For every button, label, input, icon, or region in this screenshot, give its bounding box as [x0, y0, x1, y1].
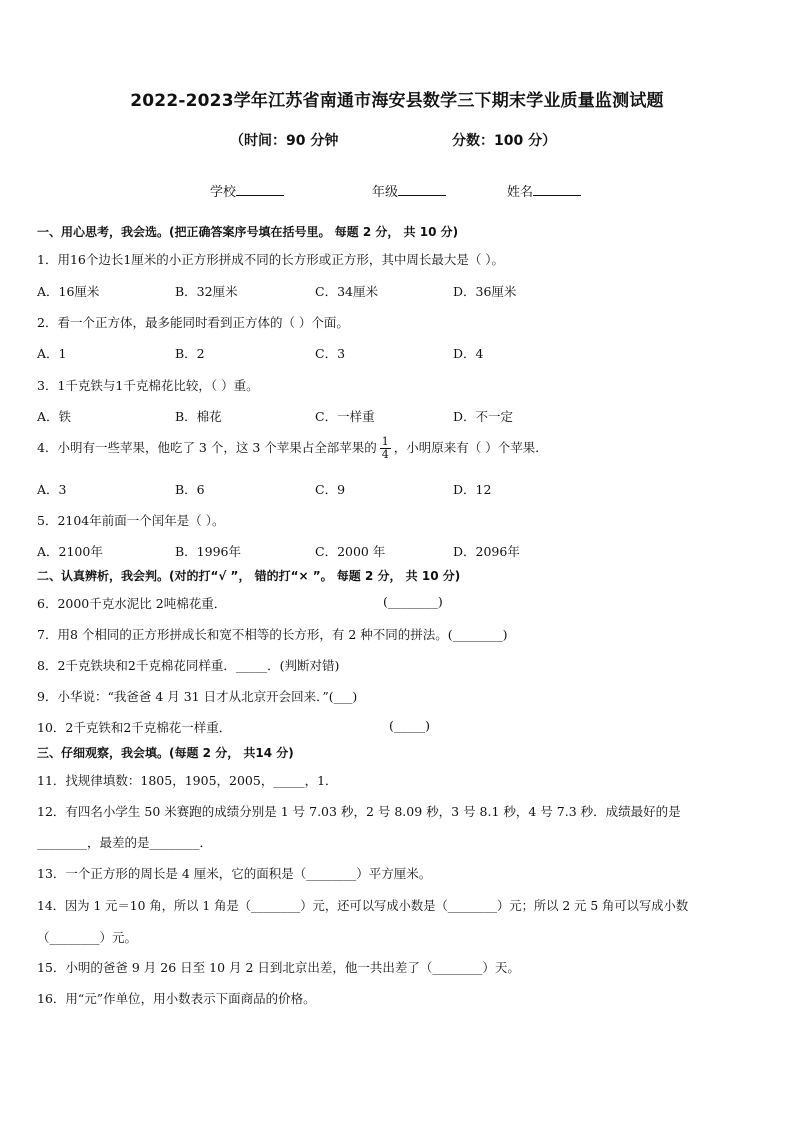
q3-option-c[interactable]: C．一样重 — [315, 409, 375, 424]
q1-option-a[interactable]: A．16厘米 — [37, 284, 100, 299]
question-14-line-2: （________）元。 — [37, 930, 138, 945]
q4-option-b[interactable]: B．6 — [175, 482, 205, 497]
question-4-text-b: ，小明原来有（ ）个苹果． — [393, 440, 548, 455]
question-10: 10．2千克铁和2千克棉花一样重． — [37, 720, 232, 735]
q10-answer-blank[interactable]: (_____) — [389, 718, 431, 733]
question-11: 11．找规律填数：1805，1905，2005，_____，1． — [37, 773, 338, 788]
page-title: 2022-2023学年江苏省南通市海安县数学三下期末学业质量监测试题 — [130, 91, 664, 111]
section-2-heading: 二、认真辨析，我会判。(对的打“√ ”， 错的打“× ”。 每题 2 分， 共 10 分) — [37, 569, 461, 583]
grade-blank[interactable] — [398, 182, 446, 196]
fraction-denominator: 4 — [381, 448, 389, 461]
q3-option-b[interactable]: B．棉花 — [175, 409, 222, 424]
question-12-line-2: ________，最差的是________． — [37, 835, 213, 850]
q5-option-b[interactable]: B．1996年 — [175, 544, 241, 559]
question-16: 16．用“元”作单位，用小数表示下面商品的价格。 — [37, 991, 316, 1006]
question-4 — [37, 436, 548, 461]
name-field — [507, 181, 581, 200]
question-7: 7．用8 个相同的正方形拼成长和宽不相等的长方形，有 2 种不同的拼法。(________) — [37, 627, 508, 642]
q4-option-a[interactable]: A．3 — [37, 482, 67, 497]
question-4-text-a: 4．小明有一些苹果，他吃了 3 个，这 3 个苹果占全部苹果的 — [37, 440, 377, 455]
q3-option-d[interactable]: D．不一定 — [453, 409, 514, 424]
question-1: 1．用16个边长1厘米的小正方形拼成不同的长方形或正方形，其中周长最大是（ ）。 — [37, 252, 505, 267]
question-8: 8．2千克铁块和2千克棉花同样重．_____．(判断对错) — [37, 658, 340, 673]
q5-option-c[interactable]: C．2000 年 — [315, 544, 386, 559]
school-field — [210, 181, 284, 200]
section-1-heading: 一、用心思考，我会选。(把正确答案序号填在括号里。 每题 2 分， 共 10 分) — [37, 225, 459, 239]
name-blank[interactable] — [533, 182, 581, 196]
q6-answer-blank[interactable]: (________) — [383, 594, 443, 609]
grade-label: 年级 — [372, 185, 399, 200]
question-2: 2．看一个正方体，最多能同时看到正方体的（ ）个面。 — [37, 315, 349, 330]
name-label: 姓名 — [507, 185, 534, 200]
question-12-line-1: 12．有四名小学生 50 米赛跑的成绩分别是 1 号 7.03 秒，2 号 8.09 秒，3 号 8.1 秒，4 号 7.3 秒．成绩最好的是 — [37, 804, 681, 819]
fraction-numerator: 1 — [381, 435, 389, 448]
q5-option-a[interactable]: A．2100年 — [37, 544, 103, 559]
question-9: 9．小华说：“我爸爸 4 月 31 日才从北京开会回来．”(___) — [37, 689, 358, 704]
q2-option-a[interactable]: A．1 — [37, 346, 67, 361]
school-blank[interactable] — [236, 182, 284, 196]
q4-option-c[interactable]: C．9 — [315, 482, 346, 497]
school-label: 学校 — [210, 185, 237, 200]
grade-field — [372, 181, 446, 200]
question-6: 6．2000千克水泥比 2吨棉花重． — [37, 596, 227, 611]
q2-option-b[interactable]: B．2 — [175, 346, 205, 361]
q1-option-b[interactable]: B．32厘米 — [175, 284, 238, 299]
question-15: 15．小明的爸爸 9 月 26 日至 10 月 2 日到北京出差，他一共出差了（________）天。 — [37, 960, 520, 975]
q2-option-d[interactable]: D．4 — [453, 346, 484, 361]
q1-option-d[interactable]: D．36厘米 — [453, 284, 517, 299]
section-3-heading: 三、仔细观察，我会填。(每题 2 分， 共14 分) — [37, 746, 294, 760]
q2-option-c[interactable]: C．3 — [315, 346, 346, 361]
exam-time: （时间：90 分钟 — [230, 133, 339, 149]
q1-option-c[interactable]: C．34厘米 — [315, 284, 378, 299]
question-13: 13．一个正方形的周长是 4 厘米，它的面积是（________）平方厘米。 — [37, 866, 432, 881]
question-5: 5．2104年前面一个闰年是（ ）。 — [37, 513, 225, 528]
question-3: 3．1千克铁与1千克棉花比较，（ ）重。 — [37, 378, 259, 393]
q5-option-d[interactable]: D．2096年 — [453, 544, 520, 559]
exam-score: 分数：100 分） — [452, 133, 557, 149]
q3-option-a[interactable]: A．铁 — [37, 409, 72, 424]
q4-option-d[interactable]: D．12 — [453, 482, 492, 497]
fraction-one-quarter — [380, 436, 391, 461]
question-14-line-1: 14．因为 1 元＝10 角，所以 1 角是（________）元，还可以写成小数是（________）元；所以 2 元 5 角可以写成小数 — [37, 899, 689, 913]
